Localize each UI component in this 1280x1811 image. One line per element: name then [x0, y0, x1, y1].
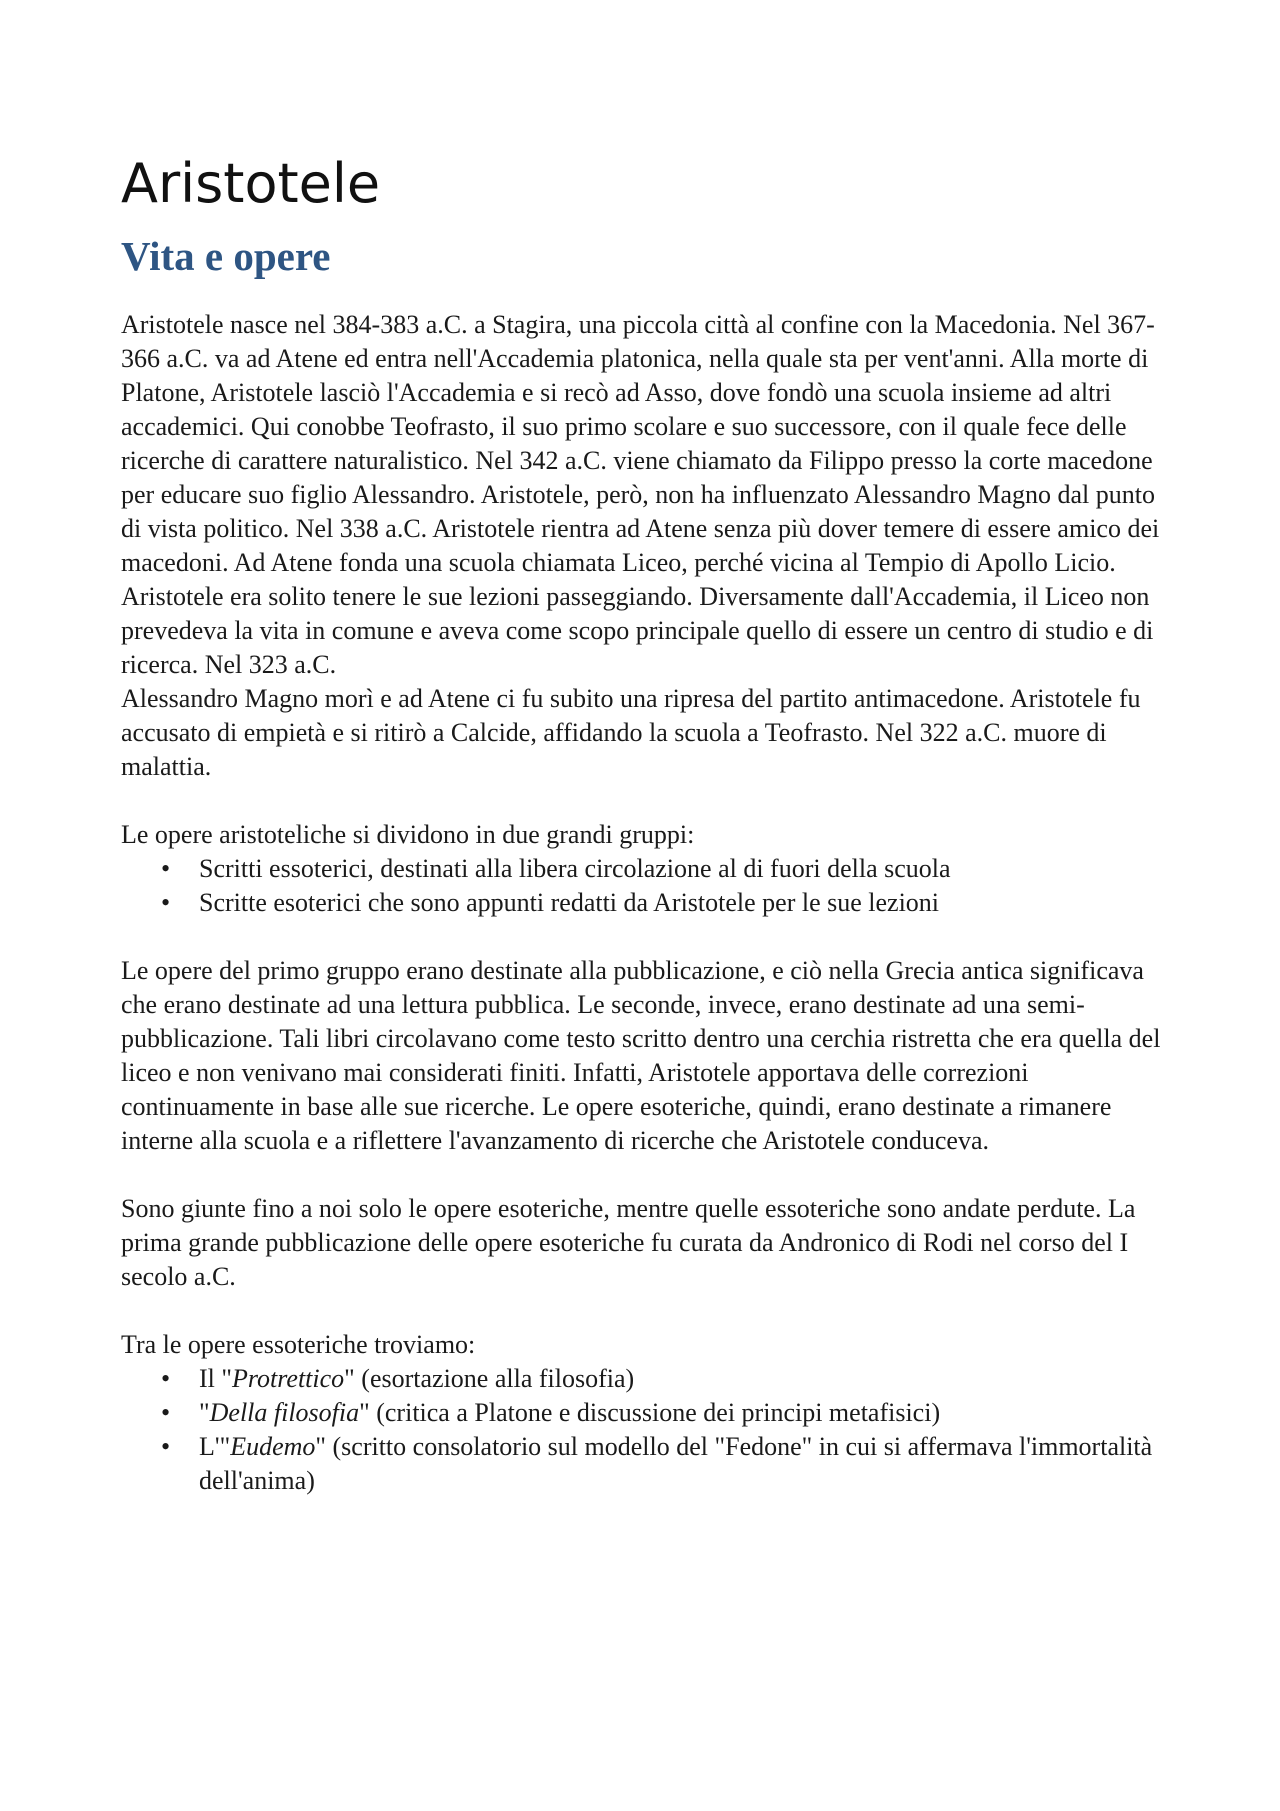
paragraph-vita-2: Alessandro Magno morì e ad Atene ci fu subito una ripresa del partito antimacedone. Aristotele fu accusato di empietà e si ritirò a Calcide, affidando la scuola a Teofrasto. Nel 322 a.C. muore di malattia.: [121, 684, 1141, 781]
list-item-prefix: ": [199, 1398, 210, 1427]
work-title: Eudemo: [230, 1432, 316, 1461]
list-item-prefix: Il ": [199, 1364, 232, 1393]
bullet-icon: •: [161, 1432, 171, 1461]
list-item-prefix: L'": [199, 1432, 231, 1461]
groups-list: [121, 852, 1171, 920]
list-item: [121, 852, 1171, 886]
document-page: [121, 148, 1171, 1498]
bullet-icon: •: [161, 888, 171, 917]
paragraph-essoteriche-intro: Tra le opere essoteriche troviamo:: [121, 1330, 476, 1359]
work-title: Protrettico: [232, 1364, 345, 1393]
paragraph-survival: Sono giunte fino a noi solo le opere esoteriche, mentre quelle essoteriche sono andate perdute. La prima grande pubblicazione delle opere esoteriche fu curata da Andronico di Rodi nel corso del I secolo a.C.: [121, 1194, 1136, 1291]
bullet-icon: •: [161, 1364, 171, 1393]
paragraph-groups: Le opere del primo gruppo erano destinate alla pubblicazione, e ciò nella Grecia antica significava che erano destinate ad una lettura pubblica. Le seconde, invece, erano destinate ad una semi-pubblicazione. Tali libri circolavano come testo scritto dentro una cerchia ristretta che era quella del liceo e non venivano mai considerati finiti. Infatti, Aristotele apportava delle correzioni continuamente in base alle sue ricerche. Le opere esoteriche, quindi, erano destinate a rimanere interne alla scuola e a riflettere l'avanzamento di ricerche che Aristotele conduceva.: [121, 956, 1161, 1155]
bullet-icon: •: [161, 1398, 171, 1427]
list-item-suffix: " (critica a Platone e discussione dei principi metafisici): [359, 1398, 941, 1427]
essoteriche-list: [121, 1362, 1171, 1498]
work-title: Della filosofia: [209, 1398, 360, 1427]
section-heading: Vita e opere: [121, 233, 331, 279]
list-item: [121, 1362, 1171, 1396]
list-item: [121, 1396, 1171, 1430]
list-item-suffix: " (scritto consolatorio sul modello del "Fedone" in cui si affermava l'immortalità dell'anima): [199, 1432, 1153, 1495]
list-item-suffix: " (esortazione alla filosofia): [344, 1364, 635, 1393]
list-item: [121, 1430, 1171, 1498]
paragraph-opere-intro: Le opere aristoteliche si dividono in due grandi gruppi:: [121, 820, 695, 849]
bullet-icon: •: [161, 854, 171, 883]
paragraph-vita-1: Aristotele nasce nel 384-383 a.C. a Stagira, una piccola città al confine con la Macedonia. Nel 367-366 a.C. va ad Atene ed entra nell'Accademia platonica, nella quale sta per vent'anni. Alla morte di Platone, Aristotele lasciò l'Accademia e si recò ad Asso, dove fondò una scuola insieme ad altri accademici. Qui conobbe Teofrasto, il suo primo scolare e suo successore, con il quale fece delle ricerche di carattere naturalistico. Nel 342 a.C. viene chiamato da Filippo presso la corte macedone per educare suo figlio Alessandro. Aristotele, però, non ha influenzato Alessandro Magno dal punto di vista politico. Nel 338 a.C. Aristotele rientra ad Atene senza più dover temere di essere amico dei macedoni. Ad Atene fonda una scuola chiamata Liceo, perché vicina al Tempio di Apollo Licio. Aristotele era solito tenere le sue lezioni passeggiando. Diversamente dall'Accademia, il Liceo non prevedeva la vita in comune e aveva come scopo principale quello di essere un centro di studio e di ricerca. Nel 323 a.C.: [121, 310, 1160, 679]
list-item-text: Scritte esoterici che sono appunti redatti da Aristotele per le sue lezioni: [199, 888, 940, 917]
list-item-text: Scritti essoterici, destinati alla libera circolazione al di fuori della scuola: [199, 854, 951, 883]
page-title: Aristotele: [121, 152, 381, 215]
list-item: [121, 886, 1171, 920]
